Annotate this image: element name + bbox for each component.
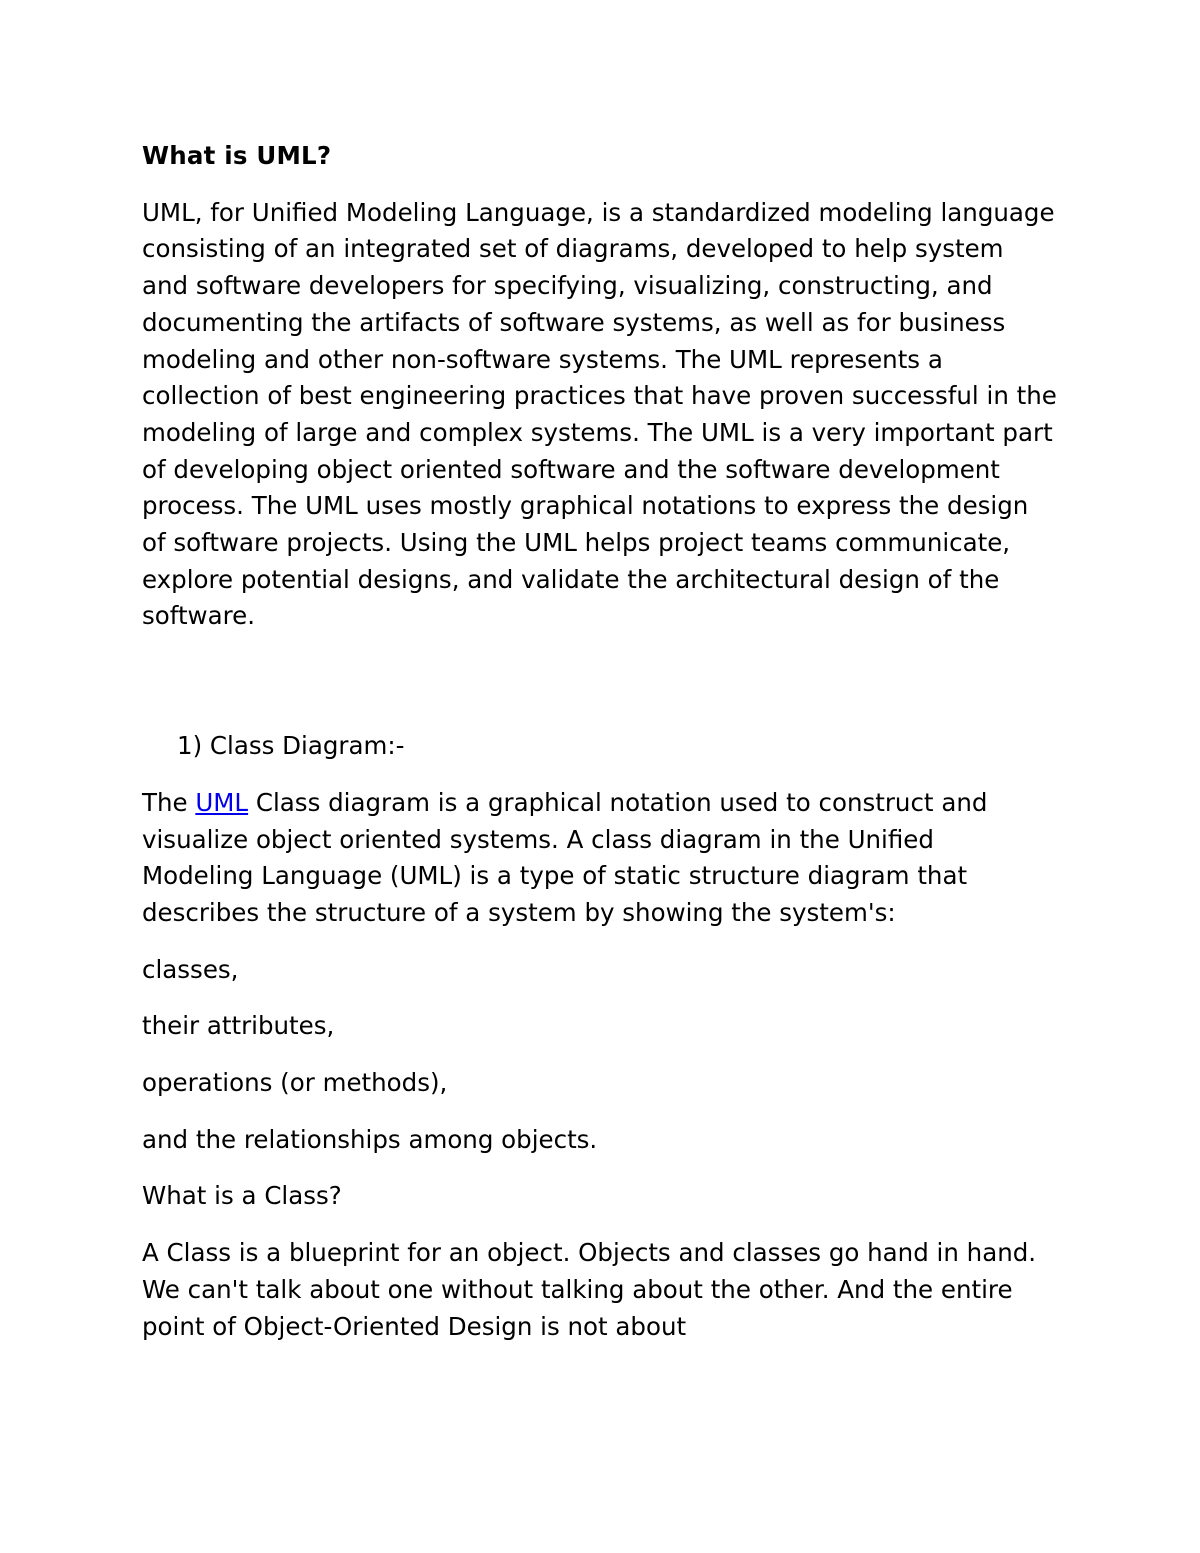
paragraph-prefix: The <box>142 787 196 817</box>
class-definition-paragraph: A Class is a blueprint for an object. Objects and classes go hand in hand. We can't talk about one without talking about the other. And the entire point of Object-Oriented Design is not about <box>142 1238 1037 1341</box>
section-heading-class-diagram: 1) Class Diagram:- <box>177 731 405 761</box>
blank-spacer <box>142 655 1072 728</box>
class-diagram-paragraph <box>142 785 1042 932</box>
uml-link[interactable]: UML <box>195 787 249 817</box>
list-item: their attributes, <box>142 1011 335 1041</box>
list-item: and the relationships among objects. <box>142 1124 598 1154</box>
paragraph-suffix: Class diagram is a graphical notation used to construct and visualize object oriented systems. A class diagram in the Unified Modeling Language (UML) is a type of static structure diagram that describes the structure of a system by showing the system's: <box>142 787 988 927</box>
list-item: classes, <box>142 954 239 984</box>
intro-paragraph: UML, for Unified Modeling Language, is a standardized modeling language consisting of an integrated set of diagrams, developed to help system and software developers for specifying, visualizing, constructing, and documenting the artifacts of software systems, as well as for business modeling and other non-software systems. The UML represents a collection of best engineering practices that have proven successful in the modeling of large and complex systems. The UML is a very important part of developing object oriented software and the software development process. The UML uses mostly graphical notations to express the design of software projects. Using the UML helps project teams communicate, explore potential designs, and validate the architectural design of the software. <box>142 197 1057 631</box>
list-item: operations (or methods), <box>142 1068 448 1098</box>
page-title: What is UML? <box>142 141 332 170</box>
document-body <box>142 138 1072 1365</box>
question-heading: What is a Class? <box>142 1181 342 1211</box>
